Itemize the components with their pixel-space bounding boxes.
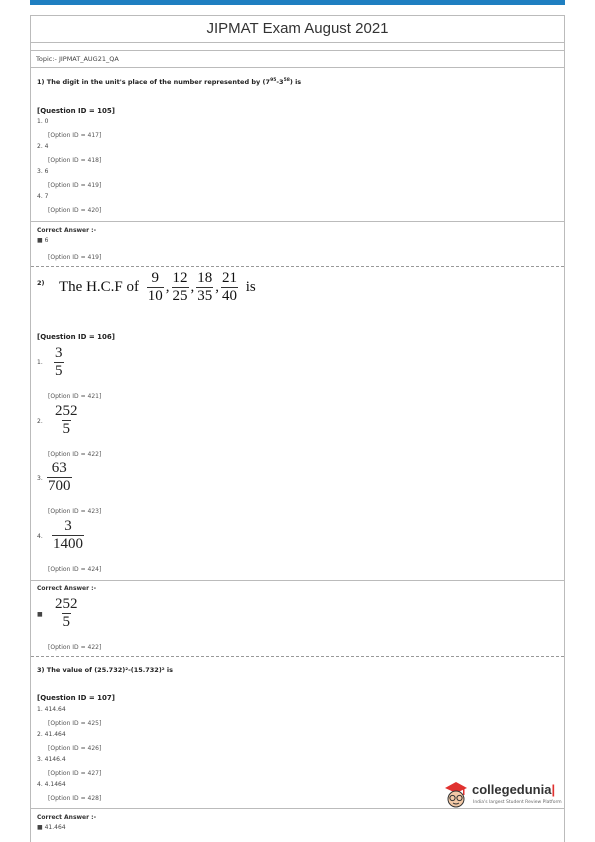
mascot-icon <box>442 779 470 809</box>
question-content <box>30 51 565 842</box>
q2-option-1-id: [Option ID = 421] <box>48 393 102 400</box>
q2-correct-answer: $\frac{252}{5}$ <box>55 596 78 630</box>
q2-option-2-num: 2. <box>37 418 43 425</box>
q2-option-3-id: [Option ID = 423] <box>48 508 102 515</box>
q3-question-id: [Question ID = 107] <box>37 694 115 702</box>
q3-option-1-id: [Option ID = 425] <box>48 720 102 727</box>
q2-fraction: $\frac{21}{40}$ <box>222 270 237 304</box>
topic-label: Topic:- JIPMAT_AUG21_QA <box>36 55 119 63</box>
q2-number: 2) <box>37 279 45 287</box>
q3-option-2: 2. 41.464 <box>37 731 66 738</box>
q2-option-3-num: 3. <box>37 475 43 482</box>
title-spacer <box>30 41 565 51</box>
q1-correct-answer-label: Correct Answer :- <box>37 227 97 234</box>
q2-option-3: $\frac{63}{700}$ <box>48 460 71 494</box>
q2-correct-answer-label: Correct Answer :- <box>37 585 97 592</box>
q1-exp2: 58 <box>283 78 290 83</box>
q1-option-3-id: [Option ID = 419] <box>48 182 102 189</box>
q2-fraction: $\frac{18}{35}$ <box>197 270 213 304</box>
q1-option-4-id: [Option ID = 420] <box>48 207 102 214</box>
q2-tail: is <box>245 279 256 295</box>
q2-fraction: $\frac{12}{25}$ <box>172 270 188 304</box>
q2-option-2-id: [Option ID = 422] <box>48 451 102 458</box>
q2-option-1: $\frac{3}{5}$ <box>55 345 63 379</box>
q1-option-3: 3. 6 <box>37 168 49 175</box>
collegedunia-logo <box>442 777 567 817</box>
logo-wordmark: collegedunia| <box>472 782 556 797</box>
q2-correct-bullet: ■ <box>37 611 43 618</box>
q1-mid: -3 <box>276 78 284 87</box>
divider <box>31 580 564 581</box>
q1-question-id: [Question ID = 105] <box>37 107 115 115</box>
q2-option-4: $\frac{3}{1400}$ <box>53 518 83 552</box>
q1-option-2-id: [Option ID = 418] <box>48 157 102 164</box>
question-separator <box>31 656 564 657</box>
divider <box>31 67 564 68</box>
q1-option-1-id: [Option ID = 417] <box>48 132 102 139</box>
title-box <box>30 15 565 43</box>
q2-option-4-num: 4. <box>37 533 43 540</box>
q2-option-4-id: [Option ID = 424] <box>48 566 102 573</box>
q2-fraction: $\frac{9}{10}$ <box>147 270 163 304</box>
q3-option-4-id: [Option ID = 428] <box>48 795 102 802</box>
q1-option-1: 1. 0 <box>37 118 49 125</box>
q1-option-4: 4. 7 <box>37 193 49 200</box>
q3-option-3-id: [Option ID = 427] <box>48 770 102 777</box>
q2-question-id: [Question ID = 106] <box>37 333 115 341</box>
q1-exp1: 95 <box>270 78 277 83</box>
q2-text: The H.C.F of $\frac{9}{10}$ , $\frac{12}{25}$ , $\frac{18}{35}$ , $\frac{21}{40}$ is <box>59 270 256 304</box>
q2-option-2: $\frac{252}{5}$ <box>55 403 78 437</box>
q1-text-suffix: is <box>292 78 302 87</box>
q3-text: 3) The value of (25.732)²-(15.732)² is <box>37 666 173 674</box>
q1-text: 1) The digit in the unit's place of the number represented by $(7^{95}-3^{58})$ is <box>37 78 302 87</box>
q1-correct-answer: ■ 6 <box>37 237 49 244</box>
q3-correct-answer-label: Correct Answer :- <box>37 814 97 821</box>
q2-option-1-num: 1. <box>37 359 43 366</box>
q3-option-2-id: [Option ID = 426] <box>48 745 102 752</box>
q3-correct-answer: ■ 41.464 <box>37 824 66 831</box>
q3-option-4: 4. 4.1464 <box>37 781 66 788</box>
q2-correct-id: [Option ID = 422] <box>48 644 102 651</box>
q2-lead: The H.C.F of <box>59 279 139 295</box>
top-accent-bar <box>30 0 565 5</box>
q1-correct-id: [Option ID = 419] <box>48 254 102 261</box>
logo-tagline: India's largest Student Review Platform <box>473 800 562 805</box>
q3-option-1: 1. 414.64 <box>37 706 66 713</box>
q3-option-3: 3. 4146.4 <box>37 756 66 763</box>
q1-base: 7 <box>265 78 271 87</box>
page-title: JIPMAT Exam August 2021 <box>206 20 389 37</box>
question-separator <box>31 266 564 267</box>
q1-option-2: 2. 4 <box>37 143 49 150</box>
q1-text-prefix: 1) The digit in the unit's place of the number represented by <box>37 78 263 87</box>
divider <box>31 221 564 222</box>
